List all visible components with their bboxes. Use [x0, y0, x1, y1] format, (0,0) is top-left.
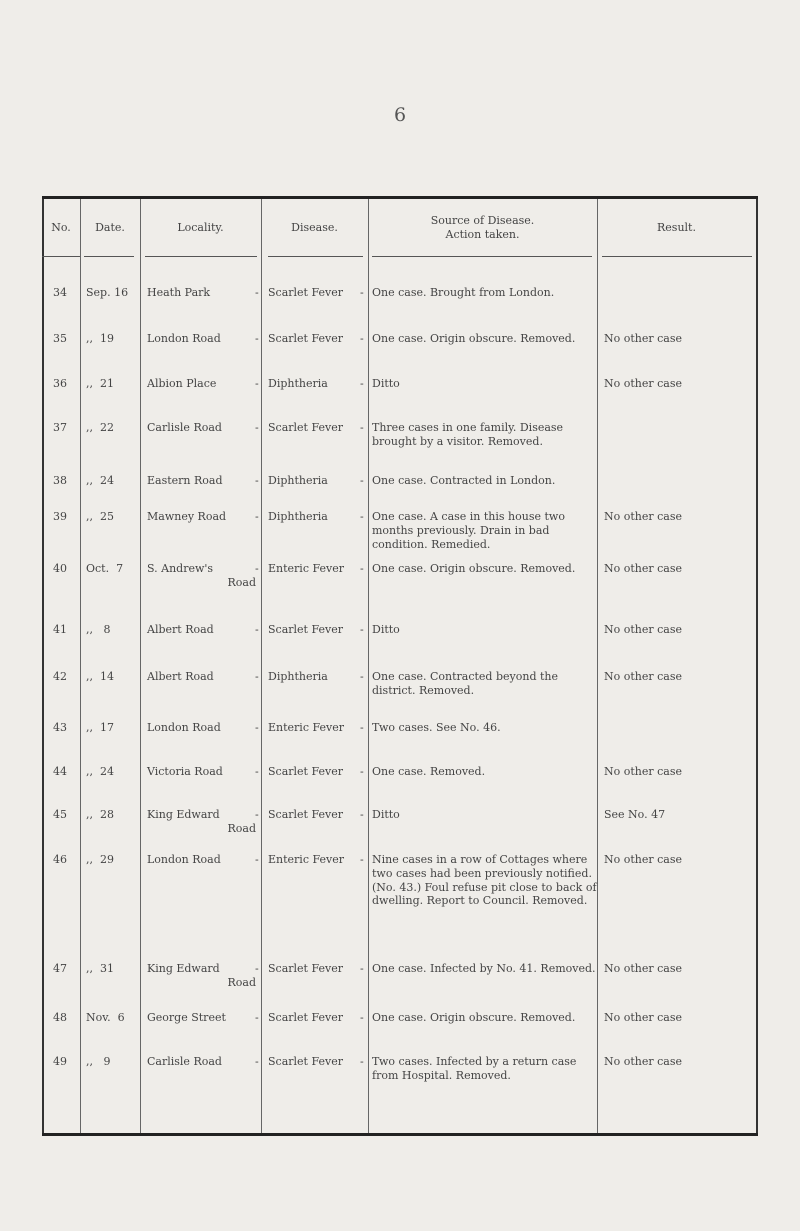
leader-dash: - — [360, 286, 364, 299]
row-locality-line1: Heath Park — [147, 286, 211, 299]
row-locality-line1: King Edward — [147, 808, 220, 821]
row-number: 36 — [53, 377, 67, 390]
leader-dash: - — [255, 765, 259, 778]
row-locality-line1: Albert Road — [147, 670, 214, 683]
row-number: 41 — [53, 623, 67, 636]
row-locality — [147, 421, 262, 435]
leader-dash: - — [255, 808, 259, 821]
row-source: Ditto — [372, 623, 400, 636]
row-locality — [147, 853, 262, 867]
row-locality — [147, 474, 262, 488]
row-locality — [147, 332, 262, 346]
row-locality-line1: London Road — [147, 332, 221, 345]
row-result: No other case — [604, 1055, 683, 1068]
header-disease: Disease. — [291, 220, 338, 234]
row-number: 43 — [53, 721, 67, 734]
leader-dash: - — [360, 670, 364, 683]
row-date: ,, 9 — [86, 1055, 111, 1068]
row-source: Nine cases in a row of Cottages where two cases had been previously notified. (No. 43.) Foul refuse pit close to back of dwelling. Report to Council. Removed. — [372, 853, 597, 908]
row-date: Nov. 6 — [86, 1011, 125, 1024]
row-locality — [147, 286, 262, 300]
row-locality — [147, 808, 262, 836]
notifications-table — [42, 196, 758, 1136]
header-underline — [602, 256, 752, 257]
table-header — [42, 199, 758, 257]
table-bottom-rule — [42, 1133, 758, 1136]
row-source: One case. Removed. — [372, 765, 486, 778]
row-locality — [147, 1055, 262, 1069]
row-source: One case. Contracted beyond the district. Removed. — [372, 670, 558, 697]
row-result: See No. 47 — [604, 808, 666, 821]
row-number: 45 — [53, 808, 67, 821]
leader-dash: - — [255, 1055, 259, 1068]
row-locality-line1: George Street — [147, 1011, 226, 1024]
header-underline — [145, 256, 257, 257]
leader-dash: - — [360, 721, 364, 734]
row-disease: Scarlet Fever — [268, 1011, 343, 1024]
row-source: One case. Origin obscure. Removed. — [372, 332, 576, 345]
table-right-border — [756, 199, 758, 1133]
row-locality — [147, 765, 262, 779]
leader-dash: - — [360, 1055, 364, 1068]
row-disease: Scarlet Fever — [268, 808, 343, 821]
leader-dash: - — [360, 377, 364, 390]
row-result: No other case — [604, 765, 683, 778]
row-locality-line1: Eastern Road — [147, 474, 223, 487]
leader-dash: - — [255, 286, 259, 299]
header-source-line1: Source of Disease. — [430, 213, 535, 227]
row-source: One case. Origin obscure. Removed. — [372, 1011, 576, 1024]
row-locality — [147, 962, 262, 990]
row-locality — [147, 721, 262, 735]
row-disease: Scarlet Fever — [268, 623, 343, 636]
column-divider — [140, 199, 141, 1133]
row-date: ,, 29 — [86, 853, 114, 866]
row-locality — [147, 562, 262, 590]
header-no: No. — [51, 220, 71, 234]
row-locality — [147, 1011, 262, 1025]
header-locality: Locality. — [177, 220, 224, 234]
leader-dash: - — [360, 623, 364, 636]
row-number: 49 — [53, 1055, 67, 1068]
row-disease: Diphtheria — [268, 377, 328, 390]
leader-dash: - — [360, 332, 364, 345]
leader-dash: - — [255, 332, 259, 345]
row-result: No other case — [604, 332, 683, 345]
row-date: ,, 28 — [86, 808, 114, 821]
row-source: Two cases. Infected by a return case from Hospital. Removed. — [372, 1055, 577, 1082]
leader-dash: - — [360, 808, 364, 821]
row-source: Two cases. See No. 46. — [372, 721, 501, 734]
leader-dash: - — [255, 623, 259, 636]
row-result: No other case — [604, 510, 683, 523]
row-locality-line2: Road — [227, 975, 256, 989]
row-disease: Enteric Fever — [268, 721, 345, 734]
row-locality-line1: Victoria Road — [147, 765, 223, 778]
row-number: 38 — [53, 474, 67, 487]
row-date: Oct. 7 — [86, 562, 124, 575]
row-result: No other case — [604, 670, 683, 683]
row-disease: Diphtheria — [268, 670, 328, 683]
row-date: ,, 8 — [86, 623, 111, 636]
row-result: No other case — [604, 962, 683, 975]
leader-dash: - — [255, 853, 259, 866]
row-number: 44 — [53, 765, 67, 778]
row-source: One case. Contracted in London. — [372, 474, 556, 487]
row-date: Sep. 16 — [86, 286, 129, 299]
page-number: 6 — [393, 104, 407, 126]
row-disease: Scarlet Fever — [268, 1055, 343, 1068]
row-locality-line2: Road — [227, 575, 256, 589]
row-locality-line1: S. Andrew's — [147, 562, 214, 575]
row-locality — [147, 377, 262, 391]
leader-dash: - — [360, 510, 364, 523]
row-date: ,, 17 — [86, 721, 114, 734]
header-source-line2: Action taken. — [445, 228, 520, 241]
row-number: 47 — [53, 962, 67, 975]
leader-dash: - — [360, 765, 364, 778]
row-number: 39 — [53, 510, 67, 523]
row-number: 34 — [53, 286, 67, 299]
leader-dash: - — [255, 377, 259, 390]
row-locality-line1: Carlisle Road — [147, 421, 222, 434]
row-number: 37 — [53, 421, 67, 434]
row-source: Ditto — [372, 377, 400, 390]
header-underline — [84, 256, 134, 257]
row-date: ,, 22 — [86, 421, 114, 434]
row-source: One case. Brought from London. — [372, 286, 555, 299]
row-date: ,, 19 — [86, 332, 114, 345]
row-locality — [147, 670, 262, 684]
row-source: Ditto — [372, 808, 400, 821]
column-divider — [80, 199, 81, 1133]
row-date: ,, 24 — [86, 474, 114, 487]
row-locality-line1: Mawney Road — [147, 510, 227, 523]
row-locality-line2: Road — [227, 821, 256, 835]
leader-dash: - — [255, 721, 259, 734]
leader-dash: - — [255, 474, 259, 487]
row-source: One case. A case in this house two months previously. Drain in bad condition. Remedied. — [372, 510, 565, 551]
row-result: No other case — [604, 562, 683, 575]
row-disease: Scarlet Fever — [268, 765, 343, 778]
row-disease: Scarlet Fever — [268, 962, 343, 975]
leader-dash: - — [255, 962, 259, 975]
row-number: 48 — [53, 1011, 67, 1024]
leader-dash: - — [255, 562, 259, 575]
row-disease: Diphtheria — [268, 474, 328, 487]
leader-dash: - — [255, 510, 259, 523]
header-underline — [372, 256, 592, 257]
row-result: No other case — [604, 853, 683, 866]
row-date: ,, 21 — [86, 377, 114, 390]
header-underline — [42, 256, 80, 257]
row-locality — [147, 510, 262, 524]
row-disease: Diphtheria — [268, 510, 328, 523]
leader-dash: - — [360, 474, 364, 487]
row-date: ,, 14 — [86, 670, 114, 683]
header-date: Date. — [95, 220, 125, 234]
row-disease: Enteric Fever — [268, 853, 345, 866]
row-disease: Scarlet Fever — [268, 421, 343, 434]
row-number: 42 — [53, 670, 67, 683]
row-source: Three cases in one family. Disease brought by a visitor. Removed. — [372, 421, 564, 448]
row-disease: Scarlet Fever — [268, 332, 343, 345]
row-disease: Scarlet Fever — [268, 286, 343, 299]
row-locality-line1: Carlisle Road — [147, 1055, 222, 1068]
row-result: No other case — [604, 377, 683, 390]
row-number: 35 — [53, 332, 67, 345]
row-date: ,, 25 — [86, 510, 114, 523]
leader-dash: - — [360, 421, 364, 434]
leader-dash: - — [360, 853, 364, 866]
row-disease: Enteric Fever — [268, 562, 345, 575]
row-locality — [147, 623, 262, 637]
row-source: One case. Origin obscure. Removed. — [372, 562, 576, 575]
leader-dash: - — [360, 1011, 364, 1024]
header-source — [368, 199, 597, 257]
header-underline — [268, 256, 363, 257]
row-result: No other case — [604, 1011, 683, 1024]
leader-dash: - — [255, 421, 259, 434]
row-number: 46 — [53, 853, 67, 866]
row-locality-line1: Albion Place — [147, 377, 217, 390]
row-locality-line1: King Edward — [147, 962, 220, 975]
row-locality-line1: Albert Road — [147, 623, 214, 636]
leader-dash: - — [360, 962, 364, 975]
header-result: Result. — [657, 220, 696, 234]
row-source: One case. Infected by No. 41. Removed. — [372, 962, 596, 975]
row-result: No other case — [604, 623, 683, 636]
leader-dash: - — [255, 670, 259, 683]
column-divider — [597, 199, 598, 1133]
leader-dash: - — [255, 1011, 259, 1024]
row-number: 40 — [53, 562, 67, 575]
row-date: ,, 24 — [86, 765, 114, 778]
row-locality-line1: London Road — [147, 853, 221, 866]
row-locality-line1: London Road — [147, 721, 221, 734]
leader-dash: - — [360, 562, 364, 575]
row-date: ,, 31 — [86, 962, 114, 975]
